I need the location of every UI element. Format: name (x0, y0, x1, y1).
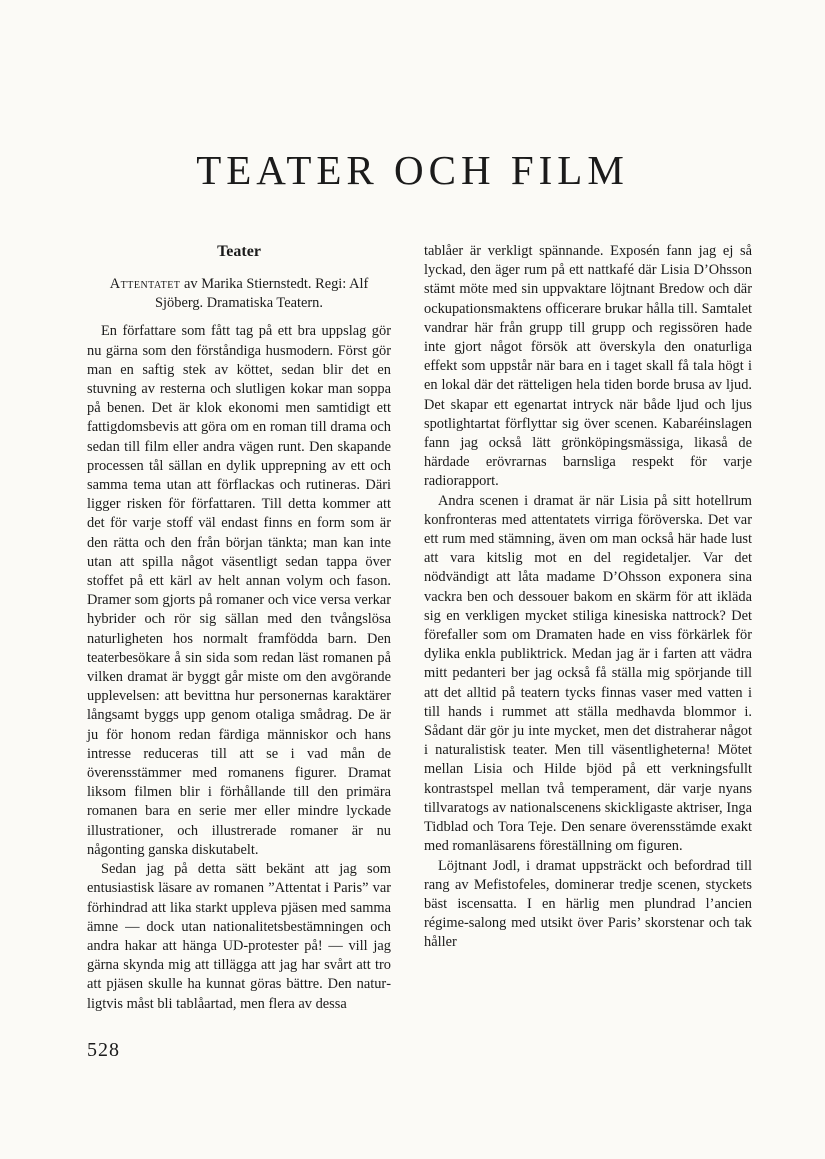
review-credits (87, 275, 391, 313)
right-paragraph-3: Löjtnant Jodl, i dramat uppsträckt och befordrad till rang av Mefistofeles, dominerar tredje scenen, styckets bäst iscensatta. I en härlig men plundrad l’ancien régime-salong med utsikt över Paris’ skorstenar och tak håller (424, 857, 752, 951)
page-number: 528 (87, 1039, 120, 1061)
right-paragraph-1: tablåer är verkligt spännande. Exposén fann jag ej så lyckad, den äger rum på ett nattkafé där Lisia D’Ohsson stämt möte med sin uppvaktare löjtnant Bredow och där ockupationsmaktens officerare brukar hålla till. Samtalet vandrar här från grupp till grupp och regissören hade inte gjort något försök att överskyla den onaturliga effekt som uppstår när bara en i taget skall få tala högt i en lokal där det rätteligen hela tiden borde brusa av ljud. Det skapar ett egenartat intryck när både ljud och ljus spotlightartat förflyttar sig över scenen. Kabaréinslagen fann jag också lätt grönköpingsmässiga, likaså de härdade erövrarnas barnsliga respekt för varje radiorapport. (424, 243, 752, 490)
play-title: Attentatet (109, 276, 181, 292)
left-paragraph-2: Sedan jag på detta sätt bekänt att jag som entusiastisk läsare av romanen ”Attentat i Paris” var förhindrad att lika starkt uppleva pjäsen med samma ämne — dock utan nationalitetsbestämningen och andra hakar att hänga UD-protester på! — vill jag gärna skynda mig att tillägga att jag har svårt att tro att pjäsen skulle ha kunnat göras bättre. Den naturligtvis måst bli tablåartad, men flera av dessa (87, 861, 391, 1012)
credits-text: av Marika Stiernstedt. Regi: Alf Sjöberg. Dramatiska Teatern. (155, 276, 369, 312)
right-column (424, 242, 752, 953)
left-paragraph-1: En författare som fått tag på ett bra uppslag gör nu gärna som den förståndiga husmodern. Först gör man en saftig stek av köttet, sedan blir det en stuvning av resterna och slutligen kokar man soppa på benen. Det är klok ekonomi men samtidigt ett fattigdomsbevis att göra om en roman till drama och sedan till film eller andra vägen runt. Den skapande processen tål sällan en dylik upprepning av ett och samma tema utan att förflackas och rutineras. Däri ligger risken för författaren. Till detta kommer att det för varje stoff väl endast finns en form som är den rätta och den från början tänkta; man kan inte utan att spilla något väsentligt sedan tappa över stoffet på ett kärl av helt annan volym och fason. Dramer som gjorts på romaner och vice versa verkar hybrider och rör sig sällan med den tvångslösa naturligheten hos normalt framfödda barn. Den teaterbesökare å sin sida som redan läst romanen på vilken dramat är byggt går miste om den avgörande upplevelsen: att bevittna hur personernas karaktärer långsamt byggs upp genom otaliga smådrag. De är ju för honom redan färdiga människor och hans intresse reduceras till att se i vad mån de överensstämmer med romanens figurer. Dramat liksom filmen blir i förhållande till den primära romanen bara en serie mer eller mindre lyckade illustrationer, och illustrerade romaner är nu någonting ganska diskutabelt. (87, 323, 391, 858)
page-title: TEATER OCH FILM (196, 147, 629, 193)
right-paragraph-2: Andra scenen i dramat är när Lisia på sitt hotellrum konfronteras med attentatets virriga föröverska. Det var ett rum med stämning, även om man också här hade lust att vara kitslig mot en del regidetaljer. Var det nödvändigt att låta madame D’Ohsson exponera sina vackra ben och dessouer bakom en skärm för att ikläda sig en verkligen mycket stiliga kinesiska nattrock? Det förefaller som om Dramaten hade en viss förkärlek för dylika enkla publiktrick. Medan jag är i farten att vädra mitt pedanteri ber jag också få ställa mig spörjande till att det alltid på teatern tycks finnas vaser med vatten i till hands i rummet att ställa medhavda blommor i. Sådant där gör ju inte mycket, men det distraherar något i naturalistisk teater. Men till väsentligheterna! Mötet mellan Lisia och Hilde bjöd på ett verkningsfullt kontrastspel mellan två temperament, där varje nyans tillvaratogs av nationalscenens skickligaste aktriser, Inga Tidblad och Tora Teje. Den senare överensstämde exakt med romanläsarens föreställning om figuren. (424, 492, 752, 855)
left-column (87, 242, 391, 1014)
section-heading: Teater (217, 243, 261, 260)
